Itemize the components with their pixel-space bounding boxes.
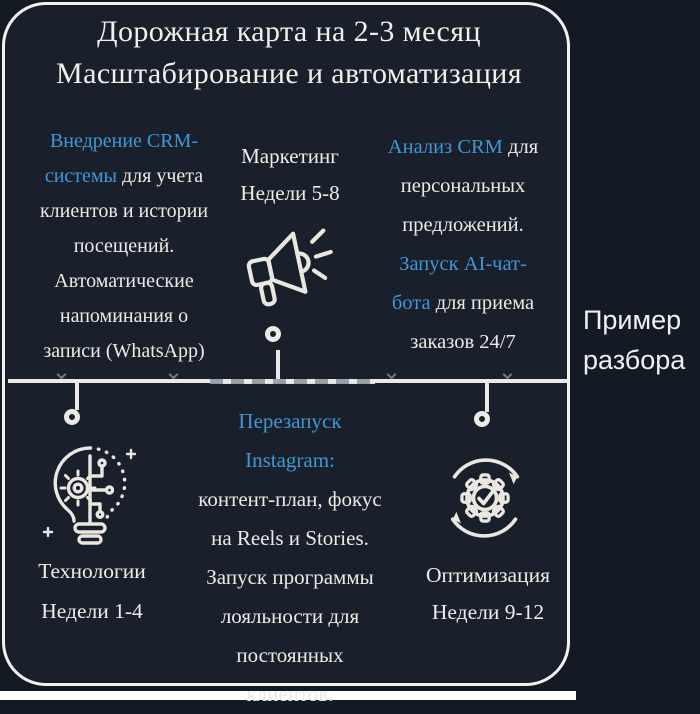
marketing-milestone-label: [212, 138, 368, 212]
side-label-line-2: разбора: [583, 345, 686, 375]
title-line-2: Масштабирование и автоматизация: [56, 57, 522, 90]
instagram-text: контент-план, фокус: [198, 487, 382, 511]
crm-highlight-2: системы: [44, 165, 117, 187]
instagram-text-block: [165, 402, 415, 714]
timeline-stem-center: [276, 350, 280, 380]
lightbulb-circuit-icon: [38, 438, 142, 550]
crm-text: клиентов и истории: [39, 200, 209, 222]
crm-text-block: [10, 124, 238, 369]
tech-milestone-label: [10, 551, 174, 631]
crm-highlight: Внедрение CRM-: [49, 130, 199, 152]
instagram-text: Запуск программы: [206, 565, 374, 589]
instagram-text: лояльности для: [220, 604, 360, 628]
instagram-text: клиентов.: [246, 682, 334, 706]
analysis-text: для приема: [430, 292, 535, 314]
analysis-text: для: [502, 136, 539, 158]
page-title: [2, 11, 576, 95]
instagram-highlight: Перезапуск: [238, 409, 342, 433]
crm-text: для учета: [117, 165, 204, 187]
instagram-text: на Reels и Stories.: [211, 526, 369, 550]
gear-check-cycle-icon: [437, 450, 533, 546]
timeline-dashed-segment: [210, 379, 375, 384]
analysis-text: персональных: [400, 175, 526, 197]
timeline-node-tech: [64, 409, 80, 425]
crm-text: посещений.: [73, 235, 175, 257]
optimization-milestone-label: [408, 557, 568, 631]
megaphone-icon: [238, 216, 340, 312]
instagram-highlight-2: Instagram:: [245, 448, 335, 472]
marketing-title: Маркетинг: [241, 144, 339, 168]
side-label: [583, 300, 700, 380]
analysis-highlight-3: бота: [391, 292, 431, 314]
marketing-weeks: Недели 5-8: [240, 181, 340, 205]
analysis-highlight: Анализ CRM: [387, 136, 503, 158]
analysis-highlight-2: Запуск AI-чат-: [399, 253, 527, 275]
timeline-node-marketing: [265, 326, 281, 342]
side-label-line-1: Пример: [583, 305, 682, 335]
instagram-text: постоянных: [236, 643, 344, 667]
analysis-text: заказов 24/7: [410, 331, 516, 353]
timeline-node-optimization: [474, 411, 490, 427]
tech-weeks: Недели 1-4: [41, 599, 143, 623]
crm-text: Автоматические: [54, 270, 194, 292]
optimization-title: Оптимизация: [426, 563, 550, 587]
timeline-stem-right: [485, 382, 489, 412]
analysis-text: предложений.: [402, 214, 524, 236]
crm-text: напоминания о: [59, 305, 189, 327]
crm-text: записи (WhatsApp): [43, 340, 205, 362]
analysis-text-block: [352, 128, 574, 362]
title-line-1: Дорожная карта на 2-3 месяц: [97, 15, 481, 48]
optimization-weeks: Недели 9-12: [431, 600, 545, 624]
tech-title: Технологии: [38, 559, 146, 583]
timeline-stem-left: [75, 382, 79, 410]
